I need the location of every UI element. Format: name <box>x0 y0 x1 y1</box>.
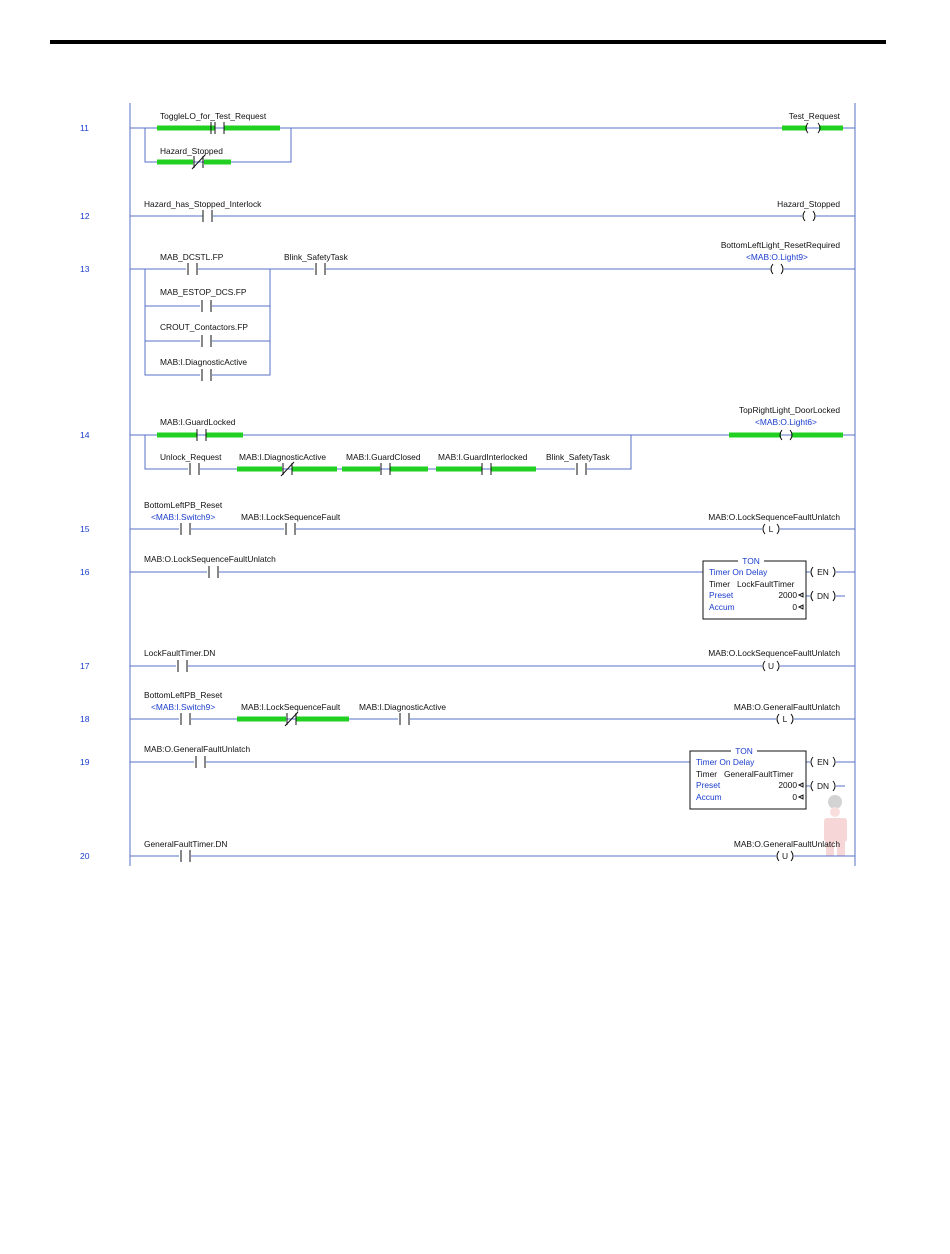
rung-number: 16 <box>80 567 90 577</box>
coil-ote[interactable] <box>777 199 840 223</box>
ton-title: TON <box>742 556 760 566</box>
contact-xic[interactable] <box>144 554 276 579</box>
contact-label: Blink_SafetyTask <box>546 452 610 462</box>
contact-alias: <MAB:I.Switch9> <box>151 512 216 522</box>
contact-label: Blink_SafetyTask <box>284 252 348 262</box>
contact-label: MAB_ESTOP_DCS.FP <box>160 287 247 297</box>
contact-label: MAB:I.GuardInterlocked <box>438 452 528 462</box>
coil-otu[interactable] <box>734 839 840 863</box>
ton-description: Timer On Delay <box>696 757 755 767</box>
rung-number: 11 <box>80 123 89 133</box>
rung-number: 18 <box>80 714 90 724</box>
contact-xic[interactable] <box>144 199 262 223</box>
contact-xic[interactable] <box>160 252 224 276</box>
contact-label: MAB_DCSTL.FP <box>160 252 224 262</box>
coil-alias: <MAB:O.Light9> <box>746 252 808 262</box>
rung-19[interactable] <box>80 744 855 809</box>
ton-dn-output: DN <box>816 781 830 791</box>
coil-symbol: L <box>782 714 788 724</box>
coil-otl[interactable] <box>734 702 840 726</box>
rung-18[interactable] <box>80 690 855 726</box>
ton-timer-tag[interactable]: GeneralFaultTimer <box>724 769 794 779</box>
contact-label: MAB:I.DiagnosticActive <box>359 702 447 712</box>
rung-number: 13 <box>80 264 90 274</box>
contact-xic[interactable] <box>160 322 248 348</box>
contact-label: CROUT_Contactors.FP <box>160 322 248 332</box>
contact-xic[interactable] <box>144 690 223 726</box>
contact-xic[interactable] <box>160 287 247 313</box>
contact-label: MAB:I.GuardLocked <box>160 417 236 427</box>
contact-label: MAB:I.GuardClosed <box>346 452 421 462</box>
rung-number: 12 <box>80 211 90 221</box>
contact-xic[interactable] <box>160 111 267 134</box>
contact-xic[interactable] <box>546 452 611 476</box>
contact-xic[interactable] <box>160 452 222 476</box>
contact-xio[interactable] <box>359 702 446 726</box>
contact-label: MAB:I.LockSequenceFault <box>241 702 341 712</box>
coil-otu[interactable] <box>708 648 840 673</box>
contact-xic[interactable] <box>144 744 250 769</box>
rung-number: 20 <box>80 851 90 861</box>
ton-accum-value[interactable]: 0 <box>792 602 797 612</box>
rung-12[interactable] <box>80 199 855 223</box>
contact-xic[interactable] <box>160 357 247 382</box>
rung-number: 19 <box>80 757 90 767</box>
coil-label: Hazard_Stopped <box>777 199 840 209</box>
contact-xic[interactable] <box>346 452 421 475</box>
ton-instruction[interactable] <box>703 556 836 619</box>
coil-label: MAB:O.GeneralFaultUnlatch <box>733 702 840 712</box>
contact-xic[interactable] <box>144 839 227 863</box>
contact-xic[interactable] <box>284 252 349 276</box>
coil-label: Test_Request <box>788 111 840 121</box>
ton-accum-label: Accum <box>696 792 722 802</box>
rung-17[interactable] <box>80 648 855 673</box>
coil-symbol: L <box>768 524 774 534</box>
contact-xic[interactable] <box>144 500 223 536</box>
contact-label: Unlock_Request <box>160 452 222 462</box>
contact-label: Hazard_has_Stopped_Interlock <box>144 199 262 209</box>
contact-xic[interactable] <box>144 648 215 673</box>
ton-timer-tag[interactable]: LockFaultTimer <box>737 579 795 589</box>
contact-label: MAB:I.LockSequenceFault <box>241 512 341 522</box>
ton-dn-output: DN <box>816 591 830 601</box>
ton-en-output: EN <box>817 567 829 577</box>
rung-11[interactable] <box>80 111 855 169</box>
rung-16[interactable] <box>80 554 855 619</box>
coil-alias: <MAB:O.Light6> <box>755 417 817 427</box>
ton-preset-label: Preset <box>709 590 734 600</box>
rung-20[interactable] <box>80 839 855 863</box>
ton-preset-label: Preset <box>696 780 721 790</box>
contact-label: MAB:I.DiagnosticActive <box>160 357 248 367</box>
coil-label: BottomLeftLight_ResetRequired <box>720 240 840 250</box>
coil-label: MAB:O.LockSequenceFaultUnlatch <box>708 512 840 522</box>
contact-label: MAB:O.LockSequenceFaultUnlatch <box>144 554 276 564</box>
contact-xio[interactable] <box>241 702 341 726</box>
coil-label: TopRightLight_DoorLocked <box>738 405 840 415</box>
ton-accum-value[interactable]: 0 <box>792 792 797 802</box>
contact-xio[interactable] <box>241 512 341 536</box>
rung-14[interactable] <box>80 405 855 476</box>
coil-label: MAB:O.GeneralFaultUnlatch <box>733 839 840 849</box>
contact-xio[interactable] <box>160 146 223 169</box>
ton-timer-label: Timer <box>709 579 731 589</box>
contact-alias: <MAB:I.Switch9> <box>151 702 216 712</box>
ton-en-output: EN <box>817 757 829 767</box>
coil-symbol: U <box>781 851 789 861</box>
rung-13[interactable] <box>80 240 855 382</box>
coil-label: MAB:O.LockSequenceFaultUnlatch <box>708 648 840 658</box>
ton-timer-label: Timer <box>696 769 718 779</box>
rung-15[interactable] <box>80 500 855 536</box>
contact-xio[interactable] <box>239 452 326 476</box>
contact-label: LockFaultTimer.DN <box>144 648 216 658</box>
rung-number: 14 <box>80 430 90 440</box>
contact-label: MAB:I.DiagnosticActive <box>239 452 327 462</box>
rung-number: 15 <box>80 524 90 534</box>
rung-number: 17 <box>80 661 90 671</box>
contact-label: BottomLeftPB_Reset <box>144 500 223 510</box>
ton-preset-value[interactable]: 2000 <box>778 780 797 790</box>
contact-label: MAB:O.GeneralFaultUnlatch <box>144 744 251 754</box>
coil-otl[interactable] <box>708 512 840 536</box>
contact-xic[interactable] <box>438 452 528 475</box>
ton-instruction[interactable] <box>690 746 836 809</box>
contact-label: Hazard_Stopped <box>160 146 223 156</box>
coil-ote[interactable] <box>721 240 841 276</box>
contact-label: ToggleLO_for_Test_Request <box>160 111 267 121</box>
coil-symbol: U <box>767 661 775 671</box>
contact-label: GeneralFaultTimer.DN <box>144 839 228 849</box>
ton-title: TON <box>735 746 753 756</box>
ton-preset-value[interactable]: 2000 <box>778 590 797 600</box>
ton-accum-label: Accum <box>709 602 735 612</box>
ton-description: Timer On Delay <box>709 567 768 577</box>
contact-label: BottomLeftPB_Reset <box>144 690 223 700</box>
